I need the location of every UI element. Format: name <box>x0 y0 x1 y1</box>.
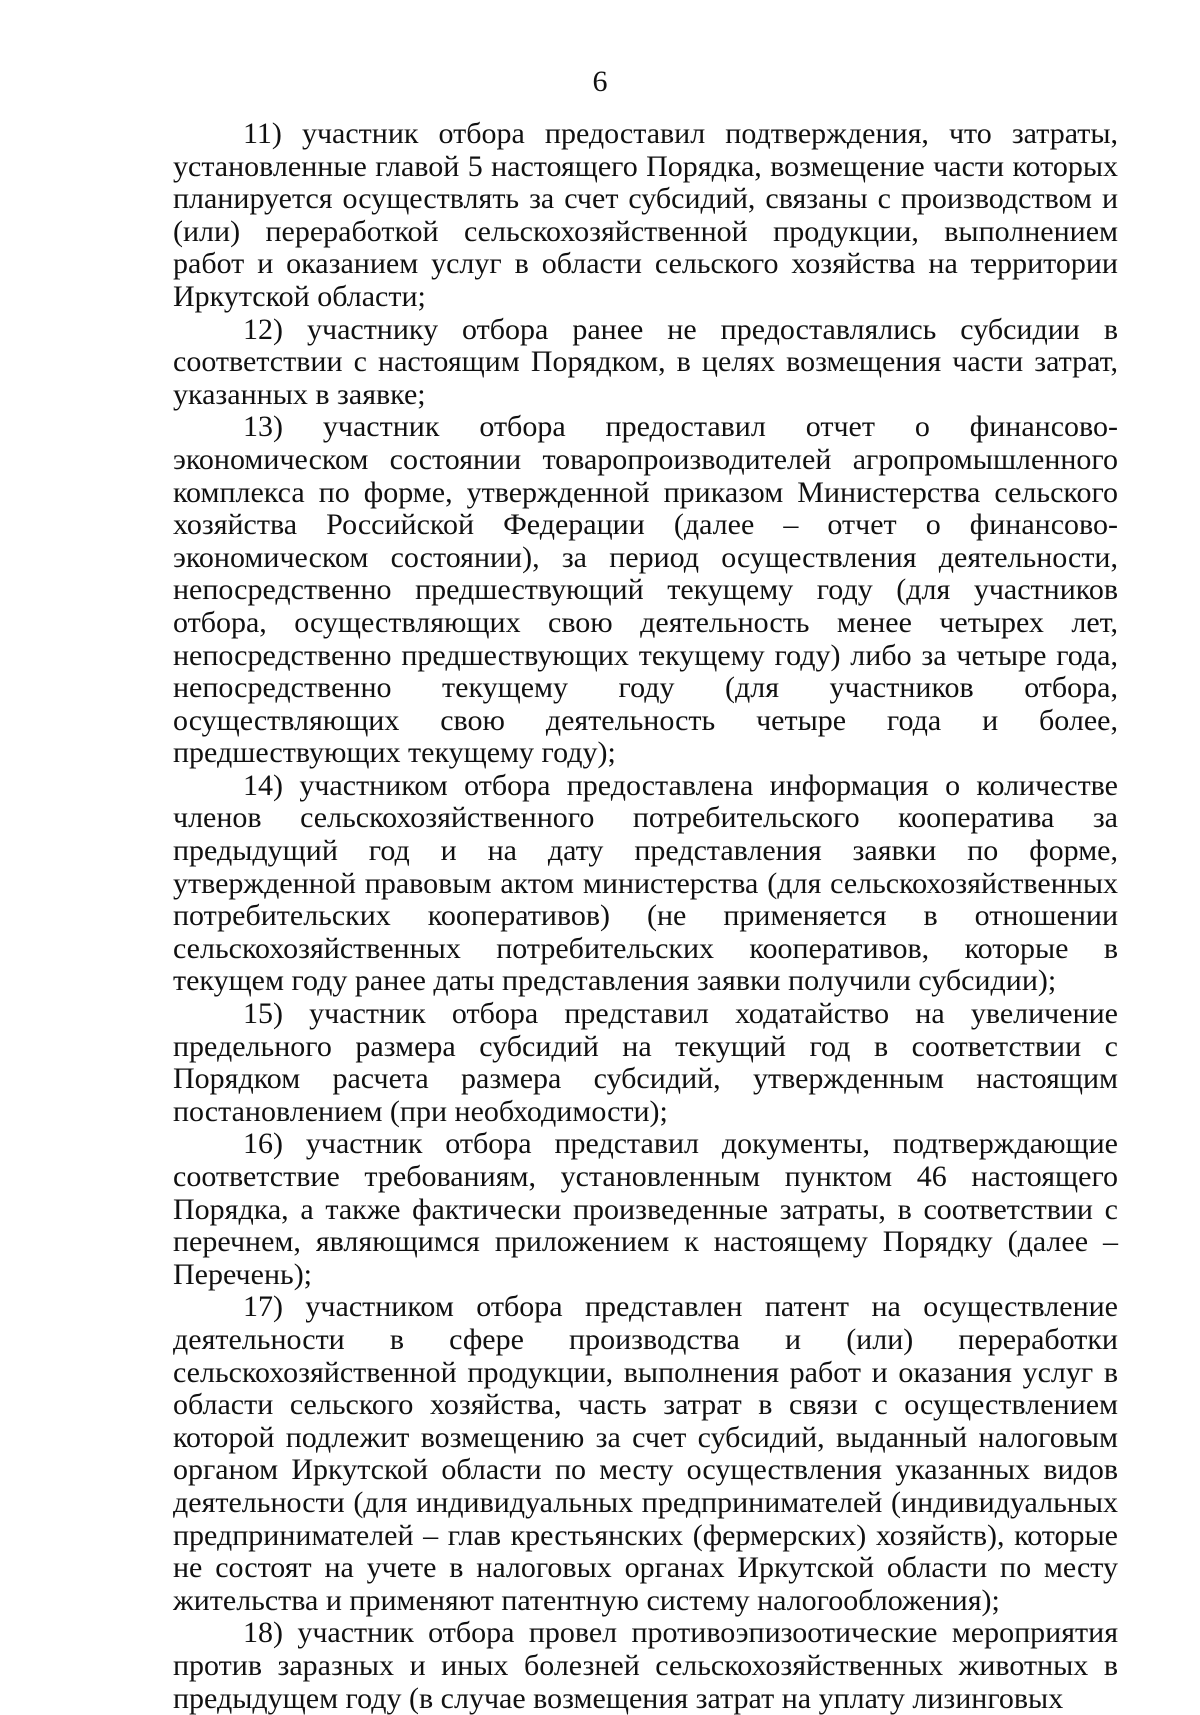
paragraph-item-17: 17) участником отбора представлен патент на осуществление деятельности в сфере производства и (или) переработки сельскохозяйственной продукции, выполнения работ и оказания услуг в области сельского хозяйства, часть затрат в связи с осуществлением которой подлежит возмещению за счет субсидий, выданный налоговым органом Иркутской области по месту осуществления указанных видов деятельности (для индивидуальных предпринимателей (индивидуальных предпринимателей – глав крестьянских (фермерских) хозяйств), которые не состоят на учете в налоговых органах Иркутской области по месту жительства и применяют патентную систему налогообложения); <box>173 1290 1118 1617</box>
paragraph-item-14: 14) участником отбора предоставлена информация о количестве членов сельскохозяйственного потребительского кооператива за предыдущий год и на дату представления заявки по форме, утвержденной правовым актом министерства (для сельскохозяйственных потребительских кооперативов) (не применяется в отношении сельскохозяйственных потребительских кооперативов, которые в текущем году ранее даты представления заявки получили субсидии); <box>173 768 1118 998</box>
paragraph-item-12: 12) участнику отбора ранее не предоставлялись субсидии в соответствии с настоящим Порядком, в целях возмещения части затрат, указанных в заявке; <box>173 312 1118 411</box>
paragraph-item-11: 11) участник отбора предоставил подтверждения, что затраты, установленные главой 5 настоящего Порядка, возмещение части которых планируется осуществлять за счет субсидий, связаны с производством и (или) переработкой сельскохозяйственной продукции, выполнением работ и оказанием услуг в области сельского хозяйства на территории Иркутской области; <box>173 117 1118 313</box>
paragraph-item-15: 15) участник отбора представил ходатайство на увеличение предельного размера субсидий на текущий год в соответствии с Порядком расчета размера субсидий, утвержденным настоящим постановлением (при необходимости); <box>173 997 1118 1128</box>
body-text <box>173 118 1118 1715</box>
paragraph-item-13: 13) участник отбора предоставил отчет о финансово-экономическом состоянии товаропроизводителей агропромышленного комплекса по форме, утвержденной приказом Министерства сельского хозяйства Российской Федерации (далее – отчет о финансово-экономическом состоянии), за период осуществления деятельности, непосредственно предшествующий текущему году (для участников отбора, осуществляющих свою деятельность менее четырех лет, непосредственно предшествующих текущему году) либо за четыре года, непосредственно текущему году (для участников отбора, осуществляющих свою деятельность четыре года и более, предшествующих текущему году); <box>173 410 1118 770</box>
paragraph-item-18: 18) участник отбора провел противоэпизоотические мероприятия против заразных и иных болезней сельскохозяйственных животных в предыдущем году (в случае возмещения затрат на уплату лизинговых <box>173 1616 1118 1715</box>
page-number: 6 <box>592 65 608 98</box>
paragraph-item-16: 16) участник отбора представил документы, подтверждающие соответствие требованиям, установленным пунктом 46 настоящего Порядка, а также фактически произведенные затраты, в соответствии с перечнем, являющимся приложением к настоящему Порядку (далее – Перечень); <box>173 1127 1118 1291</box>
